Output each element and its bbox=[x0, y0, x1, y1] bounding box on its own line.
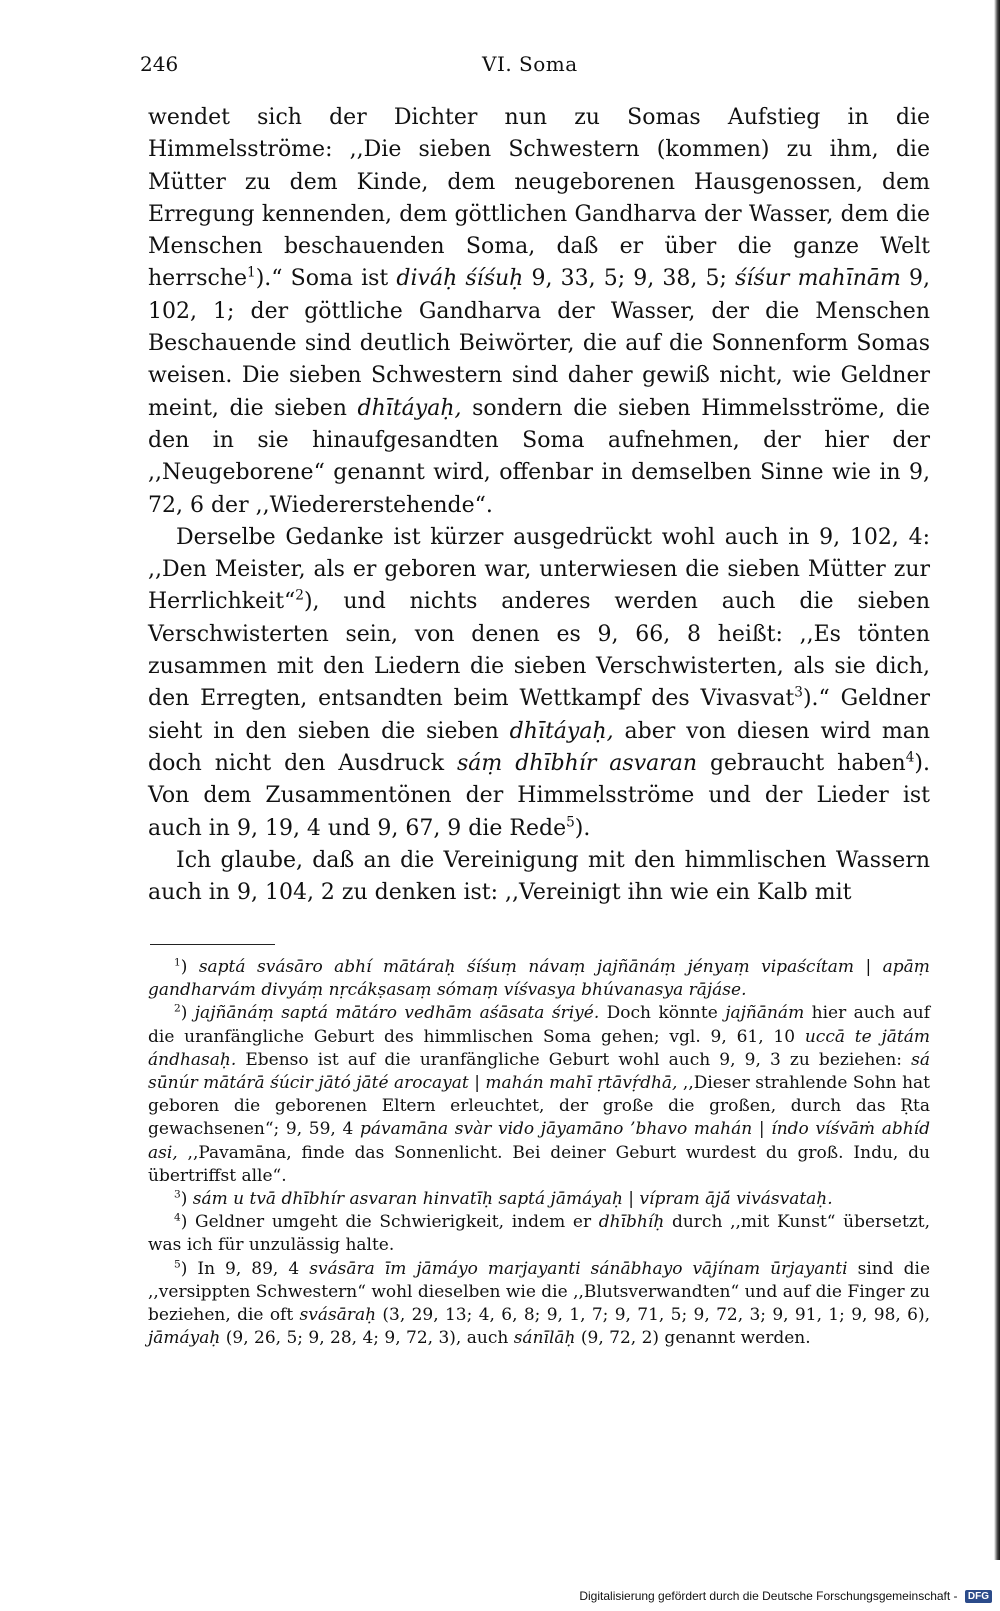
footnote-marker: 3 bbox=[174, 1188, 181, 1201]
text-run: 9, 102, 1; der göttliche Gandharva der Wasser, der die Menschen Beschauende sind deutlich Beiwörter, die auf die Sonnenform Somas weisen. Die sieben Schwestern sind daher gewiß nicht, wie Geldner meint, die sieben bbox=[148, 266, 931, 421]
text-run: ). bbox=[574, 815, 591, 841]
footnote-5 bbox=[148, 1258, 930, 1351]
footnote-marker: 4 bbox=[174, 1211, 181, 1224]
text-run: gebraucht haben bbox=[697, 750, 906, 776]
text-run: ).“ Soma ist bbox=[255, 266, 397, 292]
text-run: (3, 29, 13; 4, 6, 8; 9, 1, 7; 9, 71, 5; 9, 72, 3; 9, 91, 1; 9, 98, 6), bbox=[376, 1305, 930, 1326]
running-title: VI. Soma bbox=[482, 52, 578, 76]
paragraph-2 bbox=[148, 522, 930, 845]
italic-run: saptá svásāro abhí mātáraḥ śíśuṃ návaṃ jajñānáṃ jényaṃ vipaścítam | apāṃ gandharvám divyáṃ nṛcákṣasaṃ sómaṃ víśvasya bhúvanasya rājáse. bbox=[148, 957, 930, 1001]
text-run: wendet sich der Dichter nun zu Somas Aufstieg in die Himmelsströme: ,,Die sieben Schwestern (kommen) zu ihm, die Mütter zu dem Kinde, dem neugeborenen Hausgenossen, dem Erregung kennenden, dem göttlichen Gandharva der Wasser, dem die Menschen beschauenden Soma, daß er über die ganze Welt herrsche bbox=[148, 105, 930, 292]
footnote-2 bbox=[148, 1002, 930, 1188]
text-run: hier auch auf die uranfängliche Geburt des himmlischen Soma gehen; vgl. 9, 61, 10 bbox=[148, 1003, 930, 1047]
footnote-marker: 1 bbox=[174, 956, 181, 969]
italic-run: sáṃ dhībhír asvaran bbox=[457, 750, 698, 776]
footer-credit: Digitalisierung gefördert durch die Deutsche Forschungsgemeinschaft - bbox=[579, 1589, 958, 1603]
main-text bbox=[148, 102, 930, 909]
text-run: ).“ Geldner sieht in den sieben die sieben bbox=[148, 686, 931, 744]
text-run: ), und nichts anderes werden auch die sieben Verschwisterten sein, von denen es 9, 66, 8 heißt: ,,Es tönten zusammen mit den Liedern die sieben Verschwisterten, als sie dich, den Erregten, entsandten beim Wettkampf des Vivasvat bbox=[148, 589, 930, 712]
text-run: Ebenso ist auf die uranfängliche Geburt wohl auch 9, 9, 3 zu beziehen: bbox=[236, 1049, 912, 1070]
footnote-ref: 4 bbox=[905, 749, 915, 766]
footnotes bbox=[148, 956, 930, 1350]
footnote-3 bbox=[148, 1188, 930, 1211]
text-run: Ich glaube, daß an die Vereinigung mit den himmlischen Wassern auch in 9, 104, 2 zu denken ist: ,,Vereinigt ihn wie ein Kalb mit bbox=[148, 847, 930, 906]
italic-run: śíśur mahīnām bbox=[735, 266, 901, 292]
italic-run: jajñānáṃ saptá mātáro vedhām aśāsata śriyé. bbox=[194, 1003, 600, 1024]
text-run: ) bbox=[180, 957, 199, 977]
italic-run: jajñānám bbox=[725, 1003, 805, 1024]
footnote-ref: 3 bbox=[794, 685, 803, 702]
italic-run: dhītáyaḥ, bbox=[509, 718, 614, 744]
footnote-separator bbox=[150, 944, 275, 945]
footnote-marker: 5 bbox=[174, 1257, 181, 1270]
italic-run: sá sūnúr mātárā śúcir jātó jāté arocayat | mahán mahī ṛtāvṛ́dhā, bbox=[148, 1049, 930, 1094]
paragraph-3 bbox=[148, 845, 930, 910]
footnote-ref: 2 bbox=[295, 588, 304, 605]
text-run: 9, 33, 5; 9, 38, 5; bbox=[523, 266, 736, 292]
italic-run: jāmáyaḥ bbox=[148, 1328, 221, 1349]
footnote-ref: 5 bbox=[566, 814, 575, 831]
text-run: Derselbe Gedanke ist kürzer ausgedrückt wohl auch in 9, 102, 4: ,,Den Meister, als er geboren war, unterwiesen die sieben Mütter zur Herrlichkeit“ bbox=[148, 524, 930, 615]
footnote-1 bbox=[148, 956, 930, 1002]
italic-run: pávamāna svàr vido jāyamāno ’bhavo mahán | índo víśvāṁ abhíd asi, bbox=[148, 1119, 930, 1163]
italic-run: diváḥ śíśuḥ bbox=[396, 266, 524, 292]
running-header bbox=[140, 52, 930, 86]
italic-run: uccā te jātám ándhasaḥ. bbox=[148, 1026, 930, 1070]
paragraph-1 bbox=[148, 102, 930, 522]
italic-run: sám u tvā dhībhír asvaran hinvatīḥ saptá jāmáyaḥ | vípram ājā́ vivásvataḥ. bbox=[192, 1189, 833, 1210]
digitization-footer bbox=[579, 1589, 992, 1609]
text-run: ) bbox=[180, 1003, 195, 1024]
dfg-logo: DFG bbox=[965, 1590, 992, 1603]
text-run: (9, 72, 2) genannt werden. bbox=[575, 1328, 811, 1349]
text-run: ) Geldner umgeht die Schwierigkeit, indem er bbox=[180, 1212, 599, 1233]
text-run: sondern die sieben Himmelsströme, die den in sie hinaufgesandten Soma aufnehmen, der hier der ,,Neugeborene“ genannt wird, offenbar in demselben Sinne wie in 9, 72, 6 der ,,Wiedererstehende“. bbox=[148, 395, 930, 518]
text-run: ,,Dieser strahlende Sohn hat geboren die geborenen Eltern erleuchtet, der große die großen, durch das Ṛta gewachsenen“; 9, 59, 4 bbox=[148, 1073, 930, 1140]
italic-run: svásāra īm jāmáyo marjayanti sánābhayo vājínam ūrjayanti bbox=[309, 1258, 848, 1279]
page-edge-shadow bbox=[994, 0, 1000, 1560]
footnote-marker: 2 bbox=[174, 1002, 181, 1015]
page-number: 246 bbox=[140, 52, 179, 76]
text-run: (9, 26, 5; 9, 28, 4; 9, 72, 3), auch bbox=[220, 1328, 514, 1349]
text-run: durch ,,mit Kunst“ übersetzt, was ich für unzulässig halte. bbox=[148, 1212, 930, 1256]
italic-run: dhītáyaḥ, bbox=[357, 395, 462, 421]
text-run: sind die ,,versippten Schwestern“ wohl dieselben wie die ,,Blutsverwandten“ und auf die Finger zu beziehen, die oft bbox=[148, 1258, 930, 1326]
italic-run: dhībhíḥ bbox=[598, 1212, 665, 1233]
text-run: ). Von dem Zusammentönen der Himmelsströme und der Lieder ist auch in 9, 19, 4 und 9, 67, 9 die Rede bbox=[148, 750, 930, 841]
footnote-4 bbox=[148, 1211, 930, 1257]
text-run: Doch könnte bbox=[599, 1003, 726, 1024]
text-run: aber von diesen wird man doch nicht den Ausdruck bbox=[148, 718, 930, 776]
text-run: ,,Pavamāna, finde das Sonnenlicht. Bei deiner Geburt wurdest du groß. Indu, du übertriffst alle“. bbox=[148, 1142, 930, 1186]
italic-run: sánīlāḥ bbox=[513, 1328, 576, 1349]
text-run: ) bbox=[180, 1189, 193, 1210]
italic-run: svásāraḥ bbox=[299, 1305, 377, 1326]
text-run: ) In 9, 89, 4 bbox=[180, 1258, 310, 1279]
footnote-ref: 1 bbox=[247, 265, 256, 282]
